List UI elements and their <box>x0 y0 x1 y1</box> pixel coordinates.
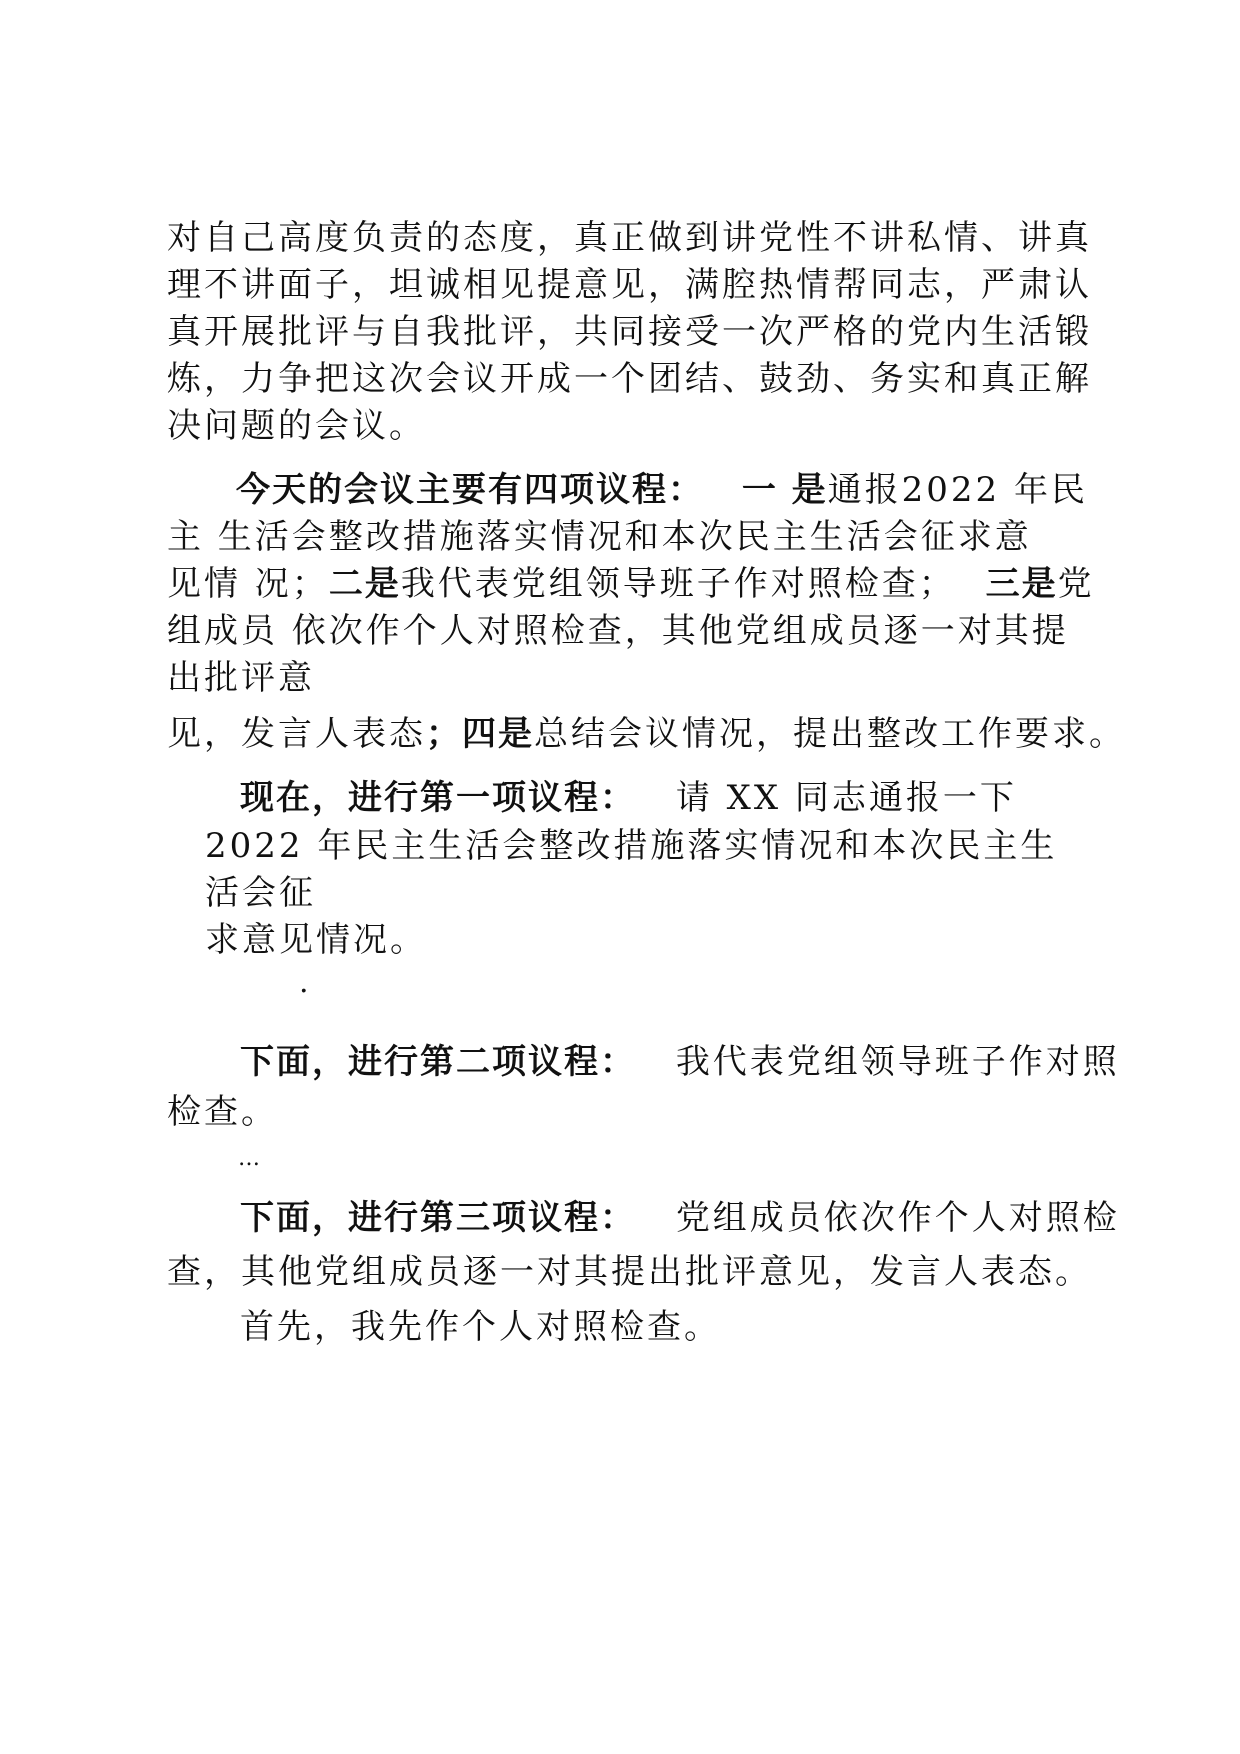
body-text-line: 检查。 <box>167 1092 278 1132</box>
body-text-line: 炼，力争把这次会议开成一个团结、鼓劲、务实和真正解 <box>167 359 1092 399</box>
body-text-line <box>167 562 1095 606</box>
agenda-item-3 <box>240 1196 1120 1240</box>
agenda-two-text: 我代表党组领导班子作对照检查； <box>400 564 956 604</box>
agenda-item-1-label: 现在，进行第一项议程： <box>240 778 636 818</box>
body-text-line: 主 生活会整改措施落实情况和本次民主生活会征求意 <box>167 517 1032 557</box>
agenda-item-1 <box>240 776 1017 820</box>
body-text-line: 活会征 <box>205 873 316 913</box>
agenda-item-2 <box>240 1040 1120 1084</box>
body-text-line: 2022 年民主生活会整改措施落实情况和本次民主生 <box>205 826 1058 866</box>
body-text-line: 理不讲面子，坦诚相见提意见，满腔热情帮同志，严肃认 <box>167 265 1092 305</box>
agenda-item-2-label: 下面，进行第二项议程： <box>240 1042 636 1082</box>
agenda-text: 见，发言人表态 <box>167 714 426 754</box>
agenda-four-label: ；四是 <box>426 714 534 754</box>
agenda-three-label: 三是 <box>985 564 1058 604</box>
body-text-line: 求意见情况。 <box>205 920 427 960</box>
body-text-line: 查，其他党组成员逐一对其提出批评意见，发言人表态。 <box>167 1252 1092 1292</box>
agenda-two-label: 二是 <box>328 564 401 604</box>
ellipsis-mark: … <box>238 1146 261 1171</box>
agenda-three-text: 党 <box>1057 564 1095 604</box>
agenda-four-text: 总结会议情况，提出整改工作要求。 <box>534 714 1126 754</box>
body-text-line: 对自己高度负责的态度，真正做到讲党性不讲私情、讲真 <box>167 218 1092 258</box>
agenda-one-label: 一 是 <box>741 470 828 510</box>
agenda-overview-line <box>236 468 1088 512</box>
body-text-line: 首先，我先作个人对照检查。 <box>240 1307 721 1347</box>
body-text-line: 出批评意 <box>167 658 315 698</box>
agenda-one-text: 通报2022 年民 <box>827 470 1088 510</box>
agenda-text: 见情 况； <box>167 564 329 604</box>
body-text-line: 决问题的会议。 <box>167 406 426 446</box>
ellipsis-mark: . <box>299 965 310 1000</box>
agenda-item-2-text: 我代表党组领导班子作对照 <box>675 1042 1120 1082</box>
body-text-line <box>167 712 1126 756</box>
body-text-line: 组成员 依次作个人对照检查，其他党组成员逐一对其提 <box>167 611 1069 651</box>
agenda-item-3-label: 下面，进行第三项议程： <box>240 1198 636 1238</box>
agenda-item-1-text: 请 XX 同志通报一下 <box>675 778 1017 818</box>
agenda-overview-lead: 今天的会议主要有四项议程： <box>236 470 704 510</box>
body-text-line: 真开展批评与自我批评，共同接受一次严格的党内生活锻 <box>167 312 1092 352</box>
agenda-item-3-text: 党组成员依次作个人对照检 <box>675 1198 1120 1238</box>
